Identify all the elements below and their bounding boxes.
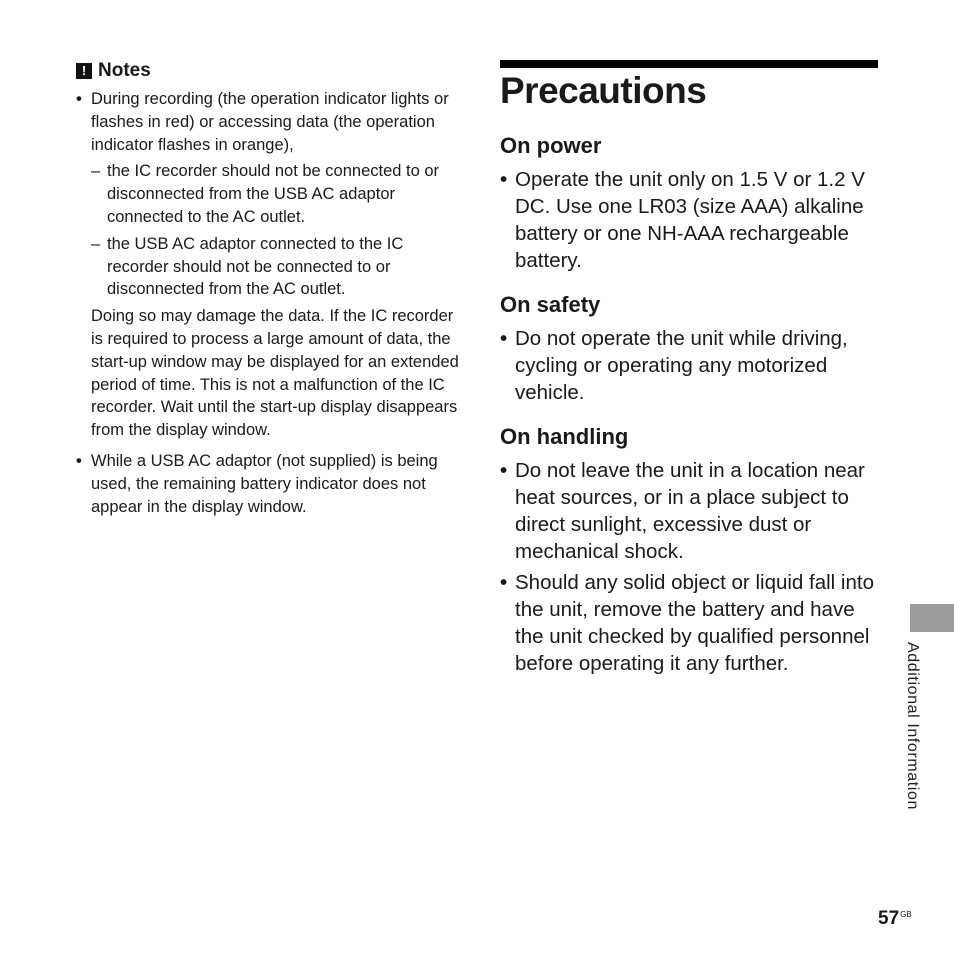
page-number-value: 57 (878, 908, 900, 929)
dash-mark: – (91, 234, 101, 253)
on-power-section (500, 132, 878, 274)
title-rule (500, 60, 878, 68)
precaution-text: Do not leave the unit in a location near heat sources, or in a place subject to direct sunlight, excessive dust or mechanical shock. (515, 459, 865, 563)
section-tab (910, 604, 954, 632)
section-heading: On safety (500, 292, 601, 317)
notes-heading-text: Notes (98, 60, 151, 81)
precaution-item (500, 457, 878, 565)
page-number-suffix: GB (900, 910, 912, 919)
precaution-item (500, 325, 878, 406)
notes-heading (76, 60, 460, 82)
note-subitem-text: the USB AC adaptor connected to the IC recorder should not be connected to or disconnected from the AC outlet. (107, 234, 404, 299)
precaution-item (500, 569, 878, 677)
note-subitem (76, 233, 460, 301)
bullet-mark: • (500, 459, 508, 482)
bullet-mark: • (500, 327, 508, 350)
bullet-mark: • (500, 168, 508, 191)
notes-section (76, 60, 460, 518)
note-item (76, 450, 460, 518)
note-subitem-text: the IC recorder should not be connected to or disconnected from the USB AC adaptor connected to the AC outlet. (107, 162, 440, 226)
section-heading: On power (500, 133, 602, 158)
notes-icon: ! (76, 63, 92, 79)
note-item (76, 88, 460, 156)
note-item-text: During recording (the operation indicator lights or flashes in red) or accessing data (the operation indicator flashes in orange), (91, 90, 449, 154)
section-tab-label: Additional Information (904, 642, 921, 810)
precaution-text: Operate the unit only on 1.5 V or 1.2 V DC. Use one LR03 (size AAA) alkaline battery or one NH-AAA rechargeable battery. (515, 168, 865, 272)
bullet-mark: • (76, 90, 82, 108)
note-paragraph: Doing so may damage the data. If the IC recorder is required to process a large amount of data, the start-up window may be displayed for an extended period of time. This is not a malfunction of the IC recorder. Wait until the start-up display disappears from the display window. (91, 307, 459, 440)
bullet-mark: • (76, 451, 82, 470)
note-subitem (76, 160, 460, 228)
precaution-item (500, 166, 878, 274)
on-safety-section (500, 291, 878, 406)
dash-mark: – (91, 162, 101, 181)
section-heading: On handling (500, 424, 629, 449)
page-number (878, 908, 912, 930)
note-item-text: While a USB AC adaptor (not supplied) is being used, the remaining battery indicator does not appear in the display window. (91, 451, 438, 516)
precaution-text: Do not operate the unit while driving, cycling or operating any motorized vehicle. (515, 327, 848, 404)
page-title: Precautions (500, 70, 707, 111)
bullet-mark: • (500, 571, 508, 594)
precaution-text: Should any solid object or liquid fall into the unit, remove the battery and have the unit checked by qualified personnel before operating it any further. (515, 571, 874, 675)
on-handling-section (500, 423, 878, 677)
